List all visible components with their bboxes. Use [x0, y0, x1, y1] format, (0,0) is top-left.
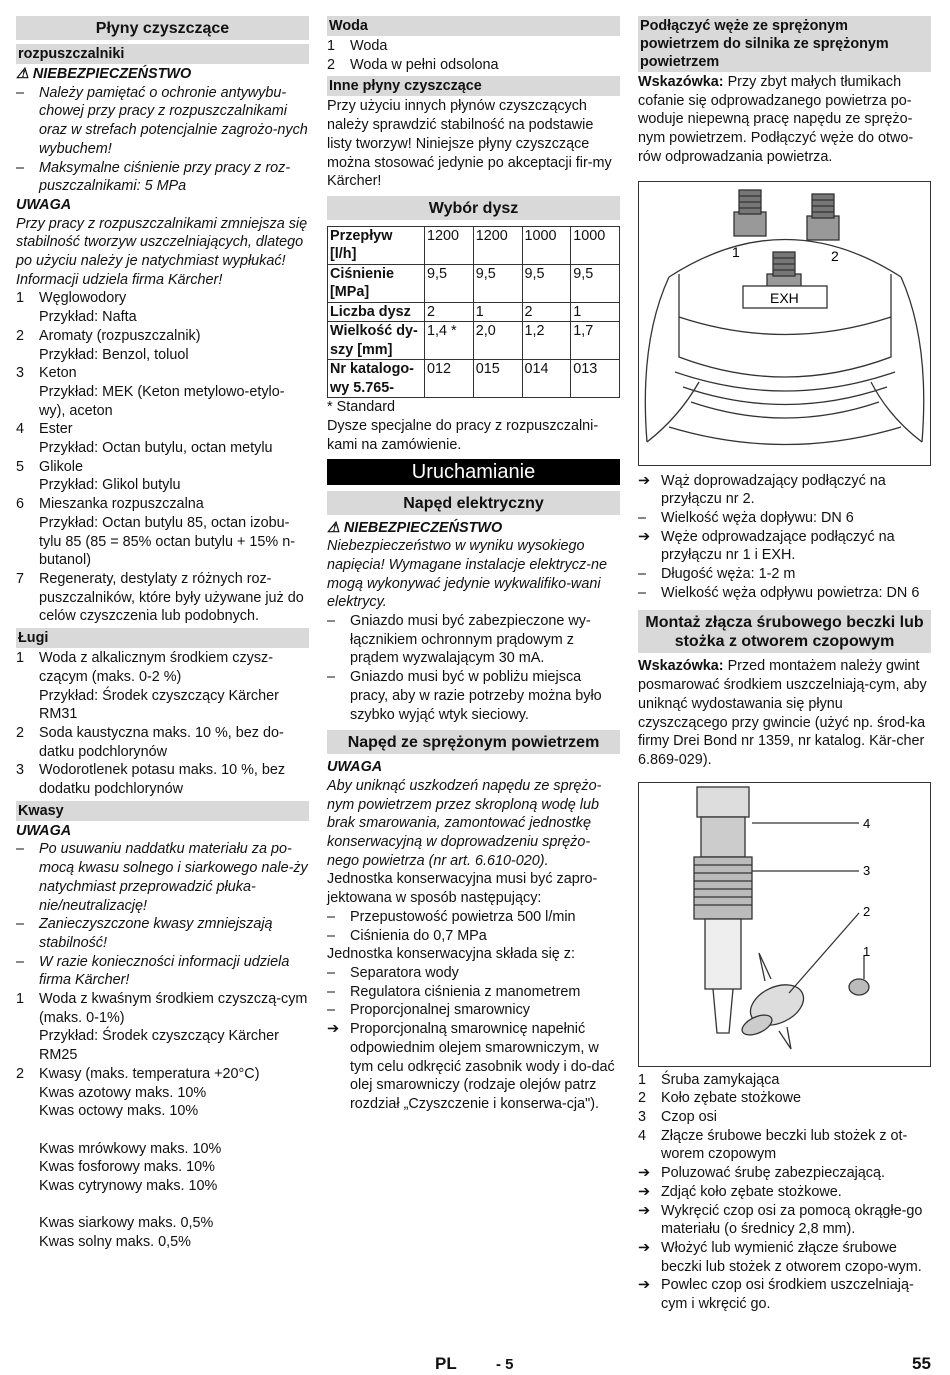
acid-item: Kwas fosforowy maks. 10% — [39, 1159, 215, 1176]
subsection-solvents: rozpuszczalniki — [16, 44, 309, 64]
table-row: Nr katalogo-wy 5.765- 012 015 014 013 — [328, 360, 620, 398]
list-item: 2 Soda kaustyczna maks. 10 %, bez do-datku podchlorynów — [16, 724, 284, 760]
list-item: – Po usuwaniu naddatku materiału za po-mocą kwasu solnego i siarkowego nale-ży natychmiast przeprowadzić płuka-nie/neutralizację! — [16, 841, 308, 914]
acid-item: Kwas mrówkowy maks. 10% — [39, 1140, 222, 1157]
warning-triangle-icon: ⚠ — [327, 519, 340, 536]
table-row: Wielkość dy-szy [mm] 1,4 * 2,0 1,2 1,7 — [328, 322, 620, 360]
example-text: Przykład: Octan butylu, octan metylu — [39, 440, 273, 457]
list-item: – Gniazdo musi być w pobliżu miejsca pracy, aby w razie potrzeby można było szybko wyjąć wtyk sieciowy. — [327, 669, 602, 723]
arrow-right-icon: ➔ — [638, 1183, 651, 1200]
figure-label-1: 1 — [732, 243, 740, 260]
list-item: 6 Mieszanka rozpuszczalna — [16, 496, 204, 513]
acid-item: Kwas cytrynowy maks. 10% — [39, 1178, 218, 1195]
subsection-lyes: Ługi — [16, 628, 309, 648]
section-title-startup: Uruchamianie — [327, 459, 620, 485]
warning-triangle-icon: ⚠ — [16, 66, 29, 82]
motor-illustration — [639, 182, 930, 465]
section-title-cleaning-fluids: Płyny czyszczące — [16, 16, 309, 40]
list-item: 3 Wodorotlenek potasu maks. 10 %, bez dodatku podchlorynów — [16, 762, 286, 798]
list-item: – Ciśnienia do 0,7 MPa — [327, 927, 487, 944]
list-item: 2 Koło zębate stożkowe — [638, 1090, 801, 1107]
example-text: Przykład: Benzol, toluol — [39, 346, 189, 363]
danger-heading: ⚠ NIEBEZPIECZEŃSTWO — [327, 519, 503, 536]
subsection-other-fluids: Inne płyny czyszczące — [327, 76, 620, 96]
list-item: – Wielkość węża dopływu: DN 6 — [638, 509, 854, 526]
list-item: 3 Czop osi — [638, 1109, 717, 1126]
action-step: ➔ Wykręcić czop osi za pomocą okrągłe-go materiału (o średnicy 2,8 mm). — [638, 1202, 923, 1238]
acid-item: Kwas azotowy maks. 10% — [39, 1084, 207, 1101]
action-step: ➔ Zdjąć koło zębate stożkowe. — [638, 1183, 842, 1200]
acid-item: Kwas octowy maks. 10% — [39, 1103, 199, 1120]
list-item: 5 Glikole — [16, 458, 83, 475]
list-item: – Długość węża: 1-2 m — [638, 566, 796, 583]
list-item: – Należy pamiętać o ochronie antywybu-chowej przy pracy z rozpuszczalnikami oraz w strefach potencjalnie zagrożo-nych wybuchem! — [16, 84, 308, 157]
table-row: Liczba dysz 2 1 2 1 — [328, 302, 620, 322]
arrow-right-icon: ➔ — [638, 1202, 651, 1219]
list-item: 4 Złącze śrubowe beczki lub stożek z ot-worem czopowym — [638, 1127, 908, 1163]
section-title-electric-drive: Napęd elektryczny — [327, 491, 620, 515]
list-item: – Wielkość węża odpływu powietrza: DN 6 — [638, 584, 920, 601]
list-item: – Gniazdo musi być zabezpieczone wy-łącznikiem ochronnym prądowym z prądem wyzwalającym 30 mA. — [327, 613, 591, 667]
section-title-pneumatic-drive: Napęd ze sprężonym powietrzem — [327, 730, 620, 754]
action-step: ➔ Powlec czop osi środkiem uszczelniają-cym i wkręcić go. — [638, 1277, 914, 1313]
danger-text: Niebezpieczeństwo w wyniku wysokiego napięcia! Wymagane instalacje elektrycz-ne mogą wykonywać jedynie wykwalifiko-wani elektrycy. — [327, 538, 607, 611]
list-item: – W razie konieczności informacji udziela firma Kärcher! — [16, 953, 290, 989]
figure-label-exh: EXH — [770, 289, 799, 306]
subsection-acids: Kwasy — [16, 801, 309, 821]
fitting-figure — [638, 782, 931, 1067]
list-item: 1 Woda z kwaśnym środkiem czyszczą-cym (maks. 0-1%) — [16, 991, 308, 1026]
list-item: 7 Regeneraty, destylaty z różnych roz-puszczalników, które były używane już do celów czyszczenia lub podobnych. — [16, 570, 304, 625]
hint-text: Wskazówka: Przed montażem należy gwint posmarować środkiem uszczelniają-cym, aby uniknąć wydostawania się płynu czyszczącego przy gwincie (użyć np. środ-ka firmy Drei Bond nr 1359, nr katalog. Kär-cher 6.869-029). — [638, 658, 927, 768]
danger-heading: ⚠ NIEBEZPIECZEŃSTWO — [16, 66, 192, 82]
footer-language: PL — [435, 1354, 457, 1373]
example-text: Przykład: Octan butylu 85, octan izobu-tylu 85 (85 = 85% octan butylu + 15% n-butanol) — [39, 514, 295, 569]
table-row: Ciśnienie [MPa] 9,5 9,5 9,5 9,5 — [328, 264, 620, 302]
action-step: ➔ Włożyć lub wymienić złącze śrubowe beczki lub stożek z otworem czopo-wym. — [638, 1239, 922, 1275]
solvent-list — [16, 289, 309, 626]
list-item: 1 Woda — [327, 38, 388, 54]
maintenance-unit-text: Jednostka konserwacyjna musi być zapro-jektowana w sposób następujący: — [327, 871, 598, 907]
action-step: ➔ Węże odprowadzające podłączyć na przyłączu nr 1 i EXH. — [638, 528, 895, 564]
maintenance-unit-parts-text: Jednostka konserwacyjna składa się z: — [327, 946, 575, 963]
section-title-fitting-assembly: Montaż złącza śrubowego beczki lub stożka z otworem czopowym — [638, 610, 931, 653]
hint-text: Wskazówka: Przy zbyt małych tłumikach cofanie się odprowadzanego powietrza po-woduje niepewną pracę napędu ze sprężo-nym powietrzem. Podłączyć węże do otwo-rów odprowadzania powietrza. — [638, 74, 914, 165]
figure-label-2: 2 — [831, 247, 839, 264]
list-item: – Proporcjonalnej smarownicy — [327, 1002, 530, 1019]
example-text: Przykład: Środek czyszczący Kärcher RM31 — [39, 687, 279, 723]
caution-heading: UWAGA — [16, 822, 72, 839]
special-nozzle-note: Dysze specjalne do pracy z rozpuszczalni-kami na zamówienie. — [327, 418, 599, 453]
action-step: ➔ Poluzować śrubę zabezpieczającą. — [638, 1165, 885, 1182]
list-item: – Przepustowość powietrza 500 l/min — [327, 908, 576, 925]
action-step: ➔ Proporcjonalną smarownicę napełnić odpowiednim olejem smarowniczym, w tym celu odkręcić zasobnik wody i do-dać olej smarowniczy (rodzaje olejów patrz rozdział „Czyszczenie i konserwa-cja"). — [327, 1021, 615, 1112]
caution-heading: UWAGA — [16, 196, 72, 213]
nozzle-table — [327, 226, 620, 399]
footer-section: - 5 — [496, 1356, 514, 1373]
arrow-right-icon: ➔ — [638, 1277, 651, 1294]
example-text: Przykład: Środek czyszczący Kärcher RM25 — [39, 1028, 279, 1064]
caution-text: Aby uniknąć uszkodzeń napędu ze sprężo-nym powietrzem przez skroploną wodę lub brak smarowania, zamontować jednostkę konserwacyjną w doprowadzeniu sprężo-nego powietrza (nr art. 6.610-020). — [327, 777, 602, 869]
column-1 — [16, 16, 309, 1252]
figure-label-1: 1 — [863, 943, 871, 959]
arrow-right-icon: ➔ — [638, 1239, 651, 1256]
list-item: 3 Keton — [16, 365, 77, 382]
subsection-water: Woda — [327, 16, 620, 36]
list-item: 2 Kwasy (maks. temperatura +20°C) — [16, 1065, 260, 1082]
example-text: Przykład: Glikol butylu — [39, 477, 181, 494]
list-item: – Zanieczyszczone kwasy zmniejszają stabilność! — [16, 916, 273, 951]
acid-item: Kwas siarkowy maks. 0,5% — [39, 1215, 214, 1232]
list-item: 4 Ester — [16, 421, 73, 438]
acid-item: Kwas solny maks. 0,5% — [39, 1234, 191, 1251]
other-fluids-text: Przy użyciu innych płynów czyszczących należy sprawdzić stabilność na podstawie listy tworzyw! Niniejsze płyny czyszczące można stosować jedynie po akceptacji fir-my Kärcher! — [327, 98, 612, 190]
figure-label-2: 2 — [863, 903, 871, 919]
list-item: – Maksymalne ciśnienie przy pracy z roz-puszczalnikami: 5 MPa — [16, 159, 291, 195]
figure-label-4: 4 — [863, 815, 871, 831]
caution-text: Przy pracy z rozpuszczalnikami zmniejsza się stabilność tworzyw uszczelniających, dlatego po użyciu należy je natychmiast wypłukać! Informacji udziela firma Kärcher! — [16, 215, 308, 288]
list-item: 2 Woda w pełni odsolona — [327, 56, 499, 73]
list-item: 1 Węglowodory — [16, 290, 127, 307]
section-title-nozzle-selection: Wybór dysz — [327, 196, 620, 220]
list-item: – Regulatora ciśnienia z manometrem — [327, 983, 581, 1000]
table-row: Przepływ [l/h] 1200 1200 1000 1000 — [328, 226, 620, 264]
example-text: Przykład: Nafta — [39, 309, 137, 326]
arrow-right-icon: ➔ — [638, 1165, 651, 1182]
fitting-illustration — [639, 783, 930, 1066]
example-text: Przykład: MEK (Keton metylowo-etylo-wy), aceton — [39, 383, 285, 419]
subsection-connect-hoses: Podłączyć węże ze sprężonym powietrzem do silnika ze sprężonym powietrzem — [638, 16, 931, 72]
list-item: 1 Śruba zamykająca — [638, 1071, 780, 1088]
arrow-right-icon: ➔ — [327, 1021, 340, 1038]
list-item: 2 Aromaty (rozpuszczalnik) — [16, 327, 201, 344]
column-3 — [638, 16, 931, 1314]
page-number: 55 — [912, 1354, 931, 1373]
figure-label-3: 3 — [863, 862, 871, 878]
standard-note: * Standard — [327, 399, 396, 416]
action-step: ➔ Wąż doprowadzający podłączyć na przyłączu nr 2. — [638, 472, 886, 508]
list-item: – Separatora wody — [327, 965, 459, 981]
motor-connections-figure — [638, 181, 931, 466]
column-2 — [327, 16, 620, 1114]
caution-heading: UWAGA — [327, 759, 383, 776]
list-item: 1 Woda z alkalicznym środkiem czysz-czącym (maks. 0-2 %) — [16, 650, 274, 685]
lye-list — [16, 649, 309, 799]
